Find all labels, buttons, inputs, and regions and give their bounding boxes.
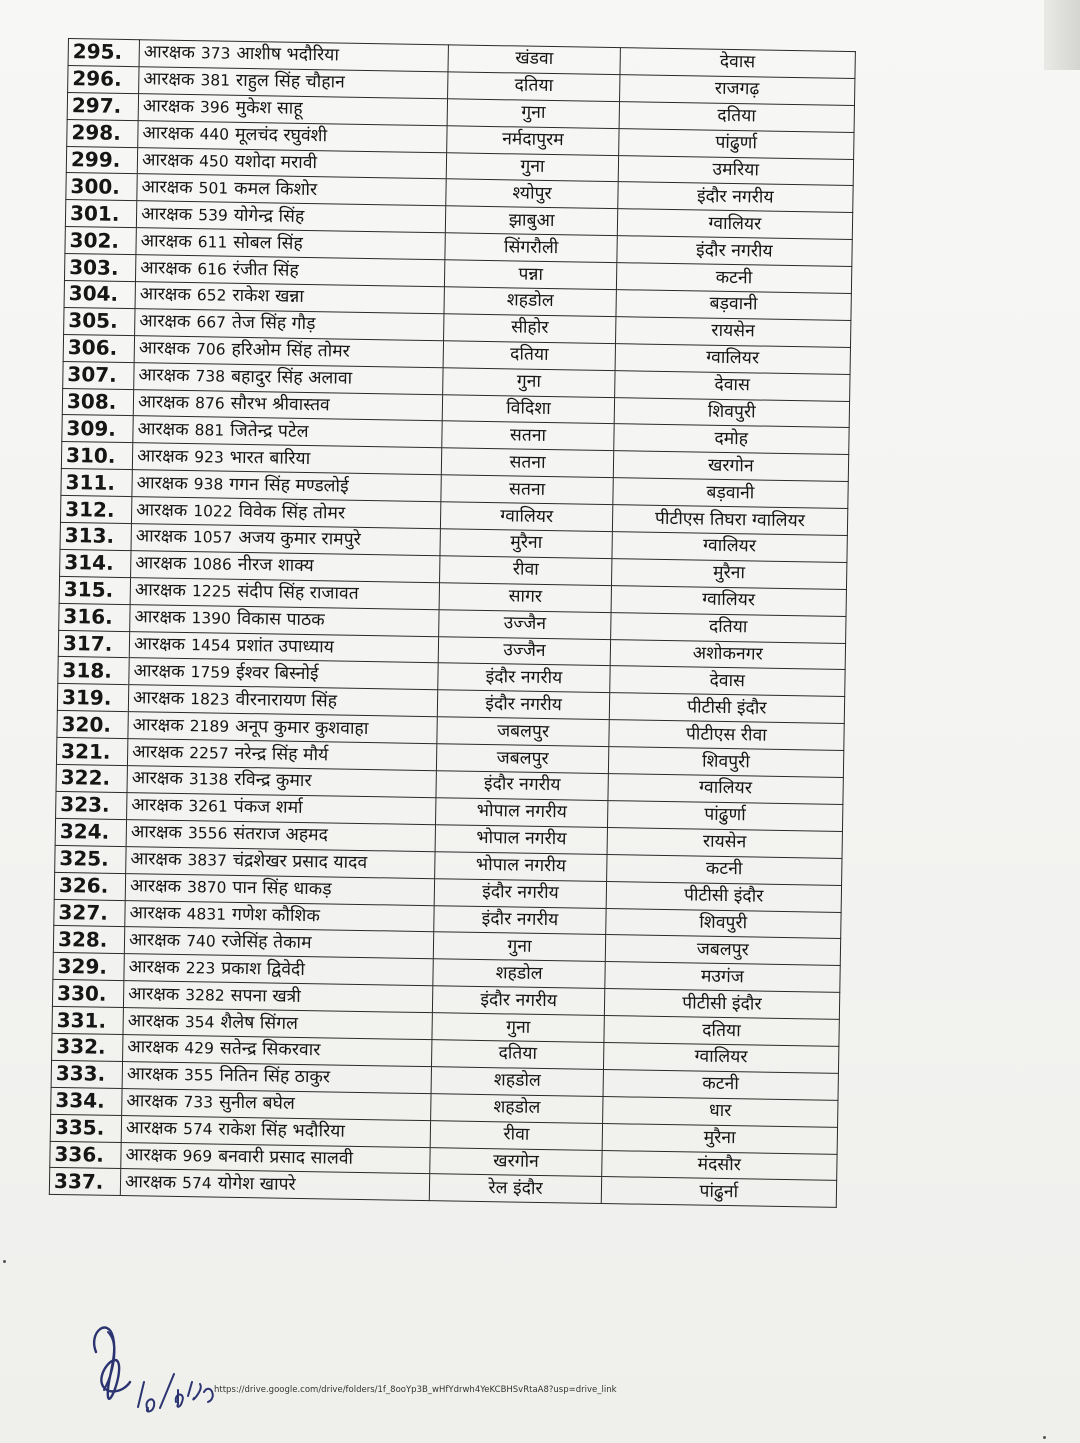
- current-posting: शहडोल: [431, 1093, 603, 1123]
- employee-name: प्रकाश द्विवेदी: [221, 958, 305, 980]
- badge-number: 740: [186, 931, 216, 951]
- employee-name: सौरभ श्रीवास्तव: [230, 393, 330, 416]
- employee-name: विकास पाठक: [236, 609, 325, 631]
- rank-label: आरक्षक: [141, 204, 193, 225]
- rank-label: आरक्षक: [127, 1010, 179, 1032]
- transfer-destination: कटनी: [603, 1069, 839, 1100]
- transfer-list-body: [49, 39, 855, 1208]
- serial-number: 298.: [67, 119, 139, 147]
- transfer-destination: धार: [602, 1096, 838, 1127]
- current-posting: खंडवा: [448, 45, 620, 75]
- badge-number: 616: [197, 259, 228, 279]
- transfer-destination: पीटीएस तिघरा ग्वालियर: [612, 505, 848, 536]
- badge-number: 738: [195, 367, 226, 386]
- rank-label: आरक्षक: [136, 446, 189, 467]
- employee-name: मूलचंद रघुवंशी: [234, 124, 328, 147]
- employee-name: रविन्द्र कुमार: [234, 770, 312, 792]
- rank-label: आरक्षक: [128, 929, 181, 951]
- serial-number: 330.: [52, 980, 124, 1008]
- current-posting: जबलपुर: [437, 717, 609, 747]
- rank-label: आरक्षक: [125, 1145, 177, 1166]
- employee-name: प्रशांत उपाध्याय: [236, 635, 335, 658]
- employee-name: संदीप सिंह राजावत: [237, 582, 359, 605]
- page-edge-shadow: [1044, 0, 1080, 70]
- transfer-destination: कटनी: [616, 263, 852, 294]
- rank-label: आरक्षक: [138, 338, 191, 360]
- transfer-destination: पीटीएस रीवा: [608, 720, 844, 751]
- employee-name: तेज सिंह गौड़: [231, 313, 316, 335]
- transfer-destination: पीटीसी इंदौर: [604, 989, 840, 1020]
- serial-number: 314.: [60, 549, 132, 577]
- page-speck: [1043, 1436, 1046, 1439]
- transfer-destination: पांढुर्णा: [607, 800, 843, 831]
- current-posting: गुना: [434, 932, 606, 962]
- serial-number: 317.: [58, 630, 130, 658]
- employee-name: नितिन सिंह ठाकुर: [219, 1065, 331, 1088]
- serial-number: 296.: [68, 65, 140, 93]
- serial-number: 312.: [60, 496, 132, 524]
- badge-number: 4831: [186, 905, 227, 924]
- serial-number: 297.: [67, 92, 139, 120]
- current-posting: शहडोल: [433, 959, 605, 989]
- badge-number: 706: [195, 340, 226, 359]
- rank-label: आरक्षक: [141, 177, 193, 198]
- rank-label: आरक्षक: [141, 150, 194, 172]
- rank-label: आरक्षक: [143, 42, 196, 64]
- serial-number: 319.: [57, 684, 129, 712]
- badge-number: 1225: [191, 582, 232, 602]
- serial-number: 316.: [59, 603, 131, 631]
- transfer-destination: खरगोन: [613, 451, 849, 482]
- serial-number: 303.: [64, 254, 136, 282]
- employee-name: राकेश खन्ना: [232, 286, 305, 308]
- serial-number: 328.: [53, 926, 125, 954]
- badge-number: 354: [184, 1012, 215, 1032]
- rank-label: आरक्षक: [128, 983, 180, 1005]
- rank-label: आरक्षक: [134, 580, 187, 602]
- transfer-destination: पांढुर्ना: [601, 1177, 837, 1208]
- rank-label: आरक्षक: [136, 499, 188, 521]
- badge-number: 876: [194, 394, 225, 413]
- current-posting: रीवा: [440, 556, 612, 586]
- badge-number: 1086: [192, 555, 232, 575]
- badge-number: 1022: [193, 501, 233, 521]
- serial-number: 318.: [58, 657, 130, 685]
- badge-number: 1454: [190, 636, 231, 655]
- current-posting: इंदौर नगरीय: [436, 771, 608, 801]
- employee-name: संतराज अहमद: [233, 824, 329, 846]
- serial-number: 307.: [63, 361, 135, 389]
- transfer-destination: बड़वानी: [613, 478, 849, 509]
- badge-number: 501: [198, 179, 229, 198]
- badge-number: 574: [181, 1173, 212, 1193]
- employee-name: पान सिंह धाकड़: [232, 877, 332, 900]
- employee-name: सपना खत्री: [230, 985, 301, 1007]
- serial-number: 313.: [60, 522, 132, 550]
- badge-number: 3837: [187, 851, 228, 870]
- serial-number: 320.: [57, 711, 129, 739]
- serial-number: 329.: [53, 953, 125, 981]
- employee-name: यशोदा मरावी: [234, 151, 318, 174]
- transfer-destination: दतिया: [604, 1016, 840, 1047]
- rank-label: आरक्षक: [140, 230, 192, 252]
- serial-number: 331.: [52, 1006, 124, 1034]
- badge-number: 652: [196, 286, 227, 306]
- transfer-destination: मुरैना: [602, 1123, 838, 1154]
- badge-number: 1057: [192, 528, 233, 548]
- employee-name: चंद्रशेखर प्रसाद यादव: [232, 851, 368, 874]
- current-posting: रेल इंदौर: [430, 1174, 602, 1204]
- rank-label: आरक्षक: [129, 903, 181, 924]
- badge-number: 223: [185, 958, 216, 978]
- transfer-destination: देवास: [614, 370, 850, 401]
- rank-label: आरक्षक: [131, 768, 183, 790]
- current-posting: गुना: [448, 99, 620, 129]
- serial-number: 323.: [56, 791, 128, 819]
- transfer-destination: शिवपुरी: [605, 908, 841, 939]
- badge-number: 373: [200, 44, 231, 64]
- badge-number: 2189: [189, 716, 230, 736]
- rank-label: आरक्षक: [135, 553, 187, 575]
- current-posting: मुरैना: [440, 529, 612, 559]
- badge-number: 539: [198, 205, 228, 225]
- handwritten-signature: [78, 1312, 228, 1422]
- employee-name: रंजीत सिंह: [232, 259, 299, 281]
- employee-cell: [120, 1169, 430, 1201]
- employee-name: सुनील बघेल: [218, 1092, 295, 1115]
- serial-number: 337.: [49, 1168, 121, 1196]
- serial-number: 305.: [64, 307, 136, 335]
- employee-name: बहादुर सिंह अलावा: [230, 366, 353, 389]
- badge-number: 1823: [190, 689, 230, 709]
- badge-number: 429: [184, 1039, 215, 1058]
- current-posting: भोपाल नगरीय: [436, 825, 608, 855]
- current-posting: इंदौर नगरीय: [435, 878, 607, 908]
- rank-label: आरक्षक: [142, 96, 195, 118]
- serial-number: 335.: [50, 1114, 122, 1142]
- serial-number: 304.: [64, 280, 136, 308]
- employee-name: विवेक सिंह तोमर: [238, 501, 346, 524]
- rank-label: आरक्षक: [124, 1171, 177, 1193]
- serial-number: 306.: [63, 334, 135, 362]
- transfer-destination: ग्वालियर: [615, 343, 851, 374]
- transfer-destination: शिवपुरी: [608, 747, 844, 778]
- transfer-destination: शिवपुरी: [614, 397, 850, 428]
- employee-name: हरिओम सिंह तोमर: [231, 339, 350, 362]
- rank-label: आरक्षक: [127, 1037, 179, 1059]
- badge-number: 1759: [190, 663, 231, 682]
- transfer-destination: देवास: [620, 48, 856, 79]
- serial-number: 327.: [54, 899, 126, 927]
- current-posting: दतिया: [444, 341, 616, 371]
- transfer-destination: मंदसौर: [601, 1150, 837, 1181]
- serial-number: 308.: [62, 388, 134, 416]
- transfer-destination: इंदौर नगरीय: [617, 236, 853, 267]
- current-posting: उज्जैन: [439, 609, 611, 639]
- serial-number: 302.: [65, 227, 137, 255]
- current-posting: श्योपुर: [446, 179, 618, 209]
- serial-number: 300.: [66, 173, 138, 201]
- employee-name: सोबल सिंह: [233, 232, 303, 254]
- transfer-destination: दतिया: [610, 612, 846, 643]
- rank-label: आरक्षक: [135, 526, 188, 548]
- employee-name: बनवारी प्रसाद सालवी: [218, 1146, 354, 1169]
- current-posting: सतना: [442, 421, 614, 451]
- rank-label: आरक्षक: [133, 661, 185, 682]
- rank-label: आरक्षक: [134, 607, 186, 629]
- current-posting: सिंगरौली: [445, 233, 617, 263]
- current-posting: सागर: [440, 583, 612, 613]
- serial-number: 325.: [55, 845, 127, 873]
- serial-number: 322.: [56, 764, 128, 792]
- serial-number: 336.: [50, 1141, 122, 1169]
- serial-number: 324.: [55, 818, 127, 846]
- serial-number: 321.: [56, 738, 128, 766]
- transfer-destination: रायसेन: [615, 317, 851, 348]
- current-posting: उज्जैन: [439, 636, 611, 666]
- transfer-destination: बड़वानी: [616, 290, 852, 321]
- rank-label: आरक्षक: [126, 1064, 179, 1086]
- rank-label: आरक्षक: [137, 392, 190, 414]
- transfer-destination: ग्वालियर: [603, 1042, 839, 1073]
- badge-number: 923: [194, 447, 224, 467]
- page-speck: [3, 1260, 6, 1263]
- employee-name: जितेन्द्र पटेल: [230, 420, 309, 442]
- badge-number: 611: [197, 232, 228, 252]
- serial-number: 295.: [68, 39, 140, 67]
- badge-number: 396: [199, 98, 230, 117]
- employee-name: पंकज शर्मा: [233, 797, 303, 819]
- employee-name: अजय कुमार रामपुरे: [238, 528, 361, 551]
- serial-number: 332.: [52, 1033, 124, 1061]
- rank-label: आरक्षक: [132, 714, 184, 736]
- transfer-destination: मउगंज: [604, 962, 840, 993]
- current-posting: भोपाल नगरीय: [436, 798, 608, 828]
- employee-name: योगेश खापरे: [217, 1173, 296, 1195]
- badge-number: 733: [183, 1093, 214, 1112]
- transfer-destination: कटनी: [606, 854, 842, 885]
- current-posting: दतिया: [448, 72, 620, 102]
- transfer-table-wrapper: [49, 38, 856, 1208]
- current-posting: गुना: [443, 367, 615, 397]
- serial-number: 299.: [66, 146, 138, 174]
- transfer-destination: राजगढ़: [619, 75, 855, 106]
- rank-label: आरक्षक: [133, 634, 186, 656]
- employee-name: मुकेश साहू: [235, 98, 303, 120]
- employee-name: वीरनारायण सिंह: [235, 689, 338, 712]
- transfer-destination: ग्वालियर: [608, 774, 844, 805]
- badge-number: 881: [194, 421, 225, 440]
- rank-label: आरक्षक: [131, 795, 183, 817]
- rank-label: आरक्षक: [139, 284, 192, 306]
- current-posting: सतना: [441, 475, 613, 505]
- transfer-destination: दतिया: [619, 101, 855, 132]
- badge-number: 355: [183, 1066, 214, 1085]
- current-posting: विदिशा: [443, 394, 615, 424]
- current-posting: इंदौर नगरीय: [438, 663, 610, 693]
- current-posting: इंदौर नगरीय: [438, 690, 610, 720]
- employee-name: भारत बारिया: [229, 447, 311, 469]
- employee-name: गणेश कौशिक: [231, 904, 321, 927]
- badge-number: 938: [193, 474, 224, 494]
- rank-label: आरक्षक: [132, 687, 185, 709]
- rank-label: आरक्षक: [132, 741, 184, 763]
- rank-label: आरक्षक: [129, 876, 182, 898]
- rank-label: आरक्षक: [130, 849, 182, 871]
- current-posting: झाबुआ: [446, 206, 618, 236]
- transfer-destination: ग्वालियर: [611, 585, 847, 616]
- transfer-destination: उमरिया: [618, 155, 854, 186]
- current-posting: भोपाल नगरीय: [435, 851, 607, 881]
- transfer-destination: दमोह: [613, 424, 849, 455]
- badge-number: 2257: [189, 743, 229, 763]
- employee-name: सतेन्द्र सिकरवार: [219, 1039, 321, 1061]
- rank-label: आरक्षक: [142, 123, 194, 145]
- badge-number: 440: [199, 125, 230, 144]
- badge-number: 3556: [187, 824, 228, 844]
- employee-name: योगेन्द्र सिंह: [233, 205, 305, 227]
- rank-label: आरक्षक: [128, 956, 180, 978]
- current-posting: पन्ना: [445, 260, 617, 290]
- current-posting: रीवा: [431, 1120, 603, 1150]
- serial-number: 301.: [65, 200, 137, 228]
- transfer-destination: मुरैना: [611, 559, 847, 590]
- badge-number: 3870: [186, 878, 227, 897]
- current-posting: जबलपुर: [437, 744, 609, 774]
- badge-number: 574: [182, 1120, 213, 1139]
- employee-name: रजेसिंह तेकाम: [221, 931, 312, 953]
- transfer-destination: अशोकनगर: [610, 639, 846, 670]
- transfer-destination: रायसेन: [607, 827, 843, 858]
- transfer-destination: ग्वालियर: [612, 532, 848, 563]
- drive-link[interactable]: https://drive.google.com/drive/folders/1f_8ooYp3B_wHfYdrwh4YeKCBHSvRtaA8?usp=drive_link: [214, 1385, 617, 1395]
- current-posting: दतिया: [432, 1040, 604, 1070]
- transfer-destination: पीटीसी इंदौर: [606, 881, 842, 912]
- current-posting: खरगोन: [430, 1147, 602, 1177]
- rank-label: आरक्षक: [130, 822, 183, 844]
- rank-label: आरक्षक: [140, 257, 192, 279]
- employee-name: कमल किशोर: [234, 178, 318, 201]
- current-posting: गुना: [432, 1013, 604, 1043]
- current-posting: सतना: [442, 448, 614, 478]
- current-posting: शहडोल: [432, 1067, 604, 1097]
- transfer-destination: जबलपुर: [605, 935, 841, 966]
- employee-name: नीरज शाक्य: [237, 555, 314, 577]
- employee-name: ईश्वर बिस्नोई: [235, 662, 319, 685]
- badge-number: 667: [196, 313, 227, 333]
- current-posting: इंदौर नगरीय: [433, 986, 605, 1016]
- current-posting: इंदौर नगरीय: [434, 905, 606, 935]
- employee-name: आशीष भदौरिया: [236, 44, 340, 66]
- serial-number: 309.: [62, 415, 134, 443]
- transfer-destination: देवास: [609, 666, 845, 697]
- badge-number: 969: [182, 1147, 213, 1166]
- badge-number: 1390: [191, 609, 232, 628]
- employee-name: नरेन्द्र सिंह मौर्य: [234, 743, 329, 766]
- current-posting: गुना: [447, 152, 619, 182]
- employee-name: शैलेष सिंगल: [220, 1012, 299, 1034]
- rank-label: आरक्षक: [125, 1118, 178, 1140]
- transfer-destination: इंदौर नगरीय: [617, 182, 853, 213]
- transfer-destination: पीटीसी इंदौर: [609, 693, 845, 724]
- current-posting: ग्वालियर: [441, 502, 613, 532]
- serial-number: 326.: [54, 872, 126, 900]
- employee-name: अनूप कुमार कुशवाहा: [235, 716, 369, 739]
- employee-name: राहुल सिंह चौहान: [235, 71, 345, 93]
- transfer-list-table: [49, 38, 856, 1208]
- serial-number: 315.: [59, 576, 131, 604]
- employee-name: राकेश सिंह भदौरिया: [218, 1119, 346, 1142]
- serial-number: 310.: [61, 442, 133, 470]
- transfer-destination: पांढुर्णा: [618, 128, 854, 159]
- serial-number: 333.: [51, 1060, 123, 1088]
- rank-label: आरक्षक: [143, 69, 195, 91]
- badge-number: 381: [200, 71, 231, 91]
- rank-label: आरक्षक: [139, 311, 191, 333]
- current-posting: नर्मदापुरम: [447, 125, 619, 155]
- employee-name: गगन सिंह मण्डलोई: [229, 474, 349, 497]
- rank-label: आरक्षक: [137, 419, 189, 440]
- current-posting: शहडोल: [444, 287, 616, 317]
- rank-label: आरक्षक: [136, 472, 188, 494]
- badge-number: 3261: [188, 797, 228, 817]
- badge-number: 450: [198, 152, 229, 171]
- badge-number: 3138: [188, 770, 229, 790]
- transfer-destination: ग्वालियर: [617, 209, 853, 240]
- rank-label: आरक्षक: [126, 1091, 178, 1113]
- serial-number: 311.: [61, 469, 133, 497]
- badge-number: 3282: [185, 985, 225, 1005]
- rank-label: आरक्षक: [138, 365, 190, 387]
- serial-number: 334.: [51, 1087, 123, 1115]
- current-posting: सीहोर: [444, 314, 616, 344]
